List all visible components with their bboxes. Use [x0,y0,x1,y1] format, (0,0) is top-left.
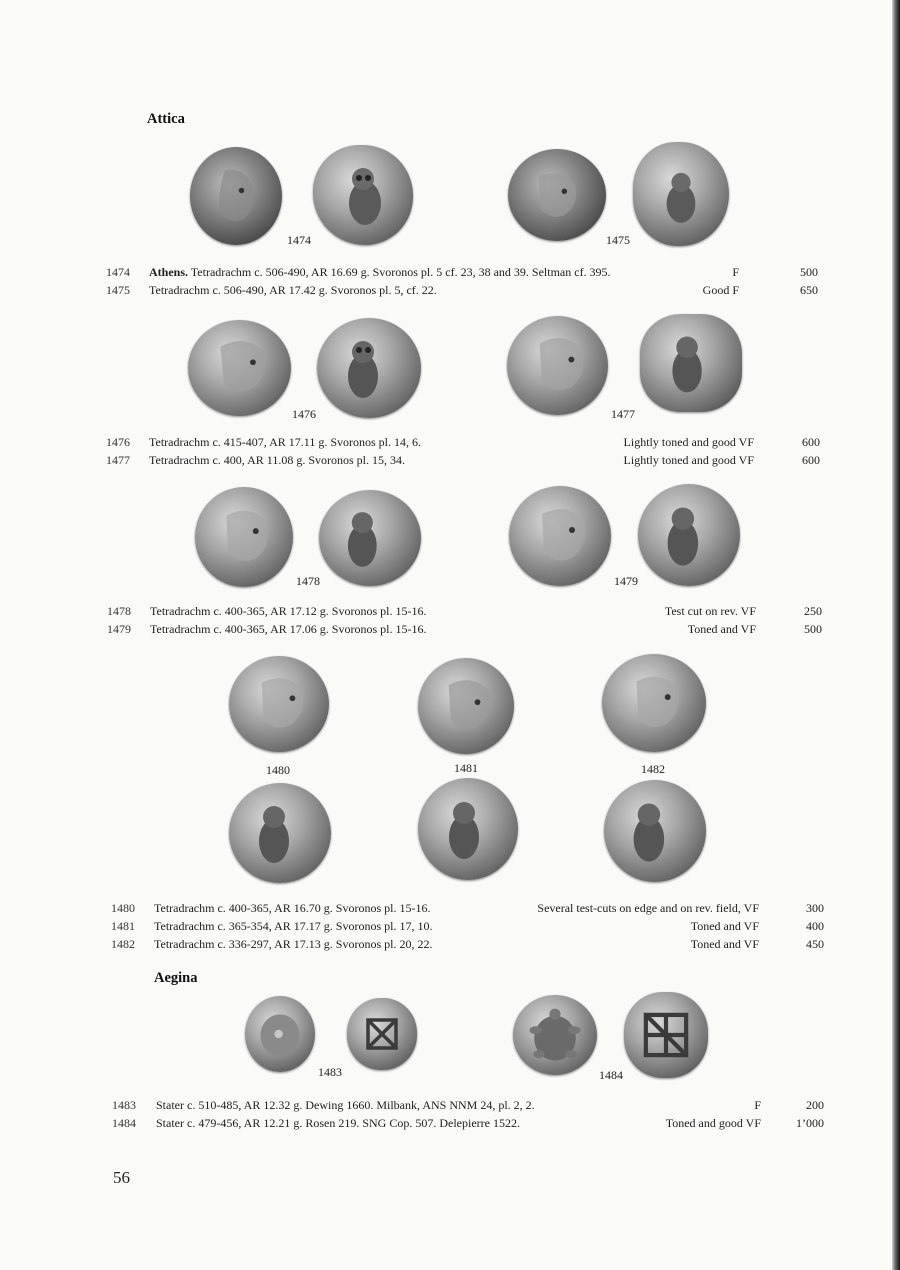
entry-grade: Lightly toned and good VF [623,435,754,449]
coin-label-1474: 1474 [287,233,311,247]
entry-price: 400 [806,919,824,933]
coin-1478-obverse [195,487,293,587]
entry-price: 1’000 [796,1116,824,1130]
entry-number: 1474 [106,265,130,279]
entry-grade: Test cut on rev. VF [664,604,756,618]
coin-1484-reverse [624,992,708,1078]
entry-price: 450 [806,937,824,951]
coin-1482-obverse [602,654,706,752]
book-binding-edge [892,0,900,1270]
entry-1479 [0,620,892,638]
entry-number: 1479 [107,622,131,636]
entry-description [149,263,611,281]
coin-1474-reverse [313,145,413,245]
coin-1482-reverse [604,780,706,882]
entry-price: 650 [800,283,818,297]
entry-1480 [0,899,892,917]
coin-label-1475: 1475 [606,233,630,247]
entry-1475 [0,281,892,299]
coin-1478-reverse [319,490,421,586]
entry-description: Tetradrachm c. 400, AR 11.08 g. Svoronos pl. 15, 34. [149,453,406,467]
entry-number: 1483 [112,1098,136,1112]
entry-description: Tetradrachm c. 506-490, AR 17.42 g. Svoronos pl. 5, cf. 22. [149,283,437,297]
entry-1482 [0,935,892,953]
coin-1476-reverse [317,318,421,418]
coin-label-1476: 1476 [292,407,316,421]
entry-number: 1475 [106,283,130,297]
entry-1483 [0,1096,892,1114]
entry-price: 250 [804,604,822,618]
entry-price: 500 [804,622,822,636]
entry-grade: Good F [702,283,739,297]
entry-grade: Toned and VF [690,919,759,933]
coin-1475-reverse [633,142,729,246]
entry-1477 [0,451,892,469]
entry-grade: F [754,1098,761,1112]
coin-1477-reverse [640,314,742,412]
entry-grade: Toned and VF [690,937,759,951]
entry-1476 [0,433,892,451]
coin-1479-obverse [509,486,611,586]
entry-1484 [0,1114,892,1132]
coin-label-1477: 1477 [611,407,635,421]
entry-description: Tetradrachm c. 400-365, AR 17.12 g. Svoronos pl. 15-16. [150,604,427,618]
coin-1480-obverse [229,656,329,752]
coin-1479-reverse [638,484,740,586]
entry-grade: Lightly toned and good VF [623,453,754,467]
entry-price: 300 [806,901,824,915]
entry-number: 1478 [107,604,131,618]
page-number: 56 [113,1168,130,1187]
coin-label-1479: 1479 [614,574,638,588]
entry-number: 1482 [111,937,135,951]
coin-label-1484: 1484 [599,1068,623,1082]
entry-number: 1480 [111,901,135,915]
entry-grade: Toned and good VF [665,1116,761,1130]
entry-description: Tetradrachm c. 400-365, AR 17.06 g. Svoronos pl. 15-16. [150,622,427,636]
entry-price: 500 [800,265,818,279]
coin-1484-obverse [513,995,597,1075]
coin-1475-obverse [508,149,606,241]
coin-1476-obverse [188,320,291,416]
coin-1480-reverse [229,783,331,883]
entry-mint: Athens. [149,265,189,279]
entry-number: 1477 [106,453,130,467]
coin-label-1481: 1481 [454,761,478,775]
entry-number: 1484 [112,1116,136,1130]
section-heading-attica: Attica [147,111,185,127]
coin-1483-reverse [347,998,417,1070]
entry-number: 1476 [106,435,130,449]
entry-1481 [0,917,892,935]
coin-1474-obverse [190,147,282,245]
coin-1477-obverse [507,316,608,415]
coin-1481-obverse [418,658,514,754]
entry-description: Stater c. 479-456, AR 12.21 g. Rosen 219. SNG Cop. 507. Delepierre 1522. [156,1116,520,1130]
entry-grade: F [732,265,739,279]
entry-1478 [0,602,892,620]
entry-grade: Toned and VF [687,622,756,636]
entry-description: Stater c. 510-485, AR 12.32 g. Dewing 1660. Milbank, ANS NNM 24, pl. 2, 2. [156,1098,535,1112]
coin-label-1480: 1480 [266,763,290,777]
entry-description: Tetradrachm c. 336-297, AR 17.13 g. Svoronos pl. 20, 22. [154,937,433,951]
entry-price: 600 [802,435,820,449]
entry-price: 600 [802,453,820,467]
coin-label-1482: 1482 [641,762,665,776]
entry-price: 200 [806,1098,824,1112]
entry-grade: Several test-cuts on edge and on rev. field, VF [537,901,759,915]
entry-1474 [0,263,892,281]
entry-number: 1481 [111,919,135,933]
coin-1481-reverse [418,778,518,880]
entry-text: Tetradrachm c. 506-490, AR 16.69 g. Svoronos pl. 5 cf. 23, 38 and 39. Seltman cf. 395. [188,265,611,279]
coin-label-1478: 1478 [296,574,320,588]
section-heading-aegina: Aegina [154,970,198,986]
entry-description: Tetradrachm c. 365-354, AR 17.17 g. Svoronos pl. 17, 10. [154,919,433,933]
entry-description: Tetradrachm c. 415-407, AR 17.11 g. Svoronos pl. 14, 6. [149,435,422,449]
coin-label-1483: 1483 [318,1065,342,1079]
entry-description: Tetradrachm c. 400-365, AR 16.70 g. Svoronos pl. 15-16. [154,901,431,915]
coin-1483-obverse [245,996,315,1072]
